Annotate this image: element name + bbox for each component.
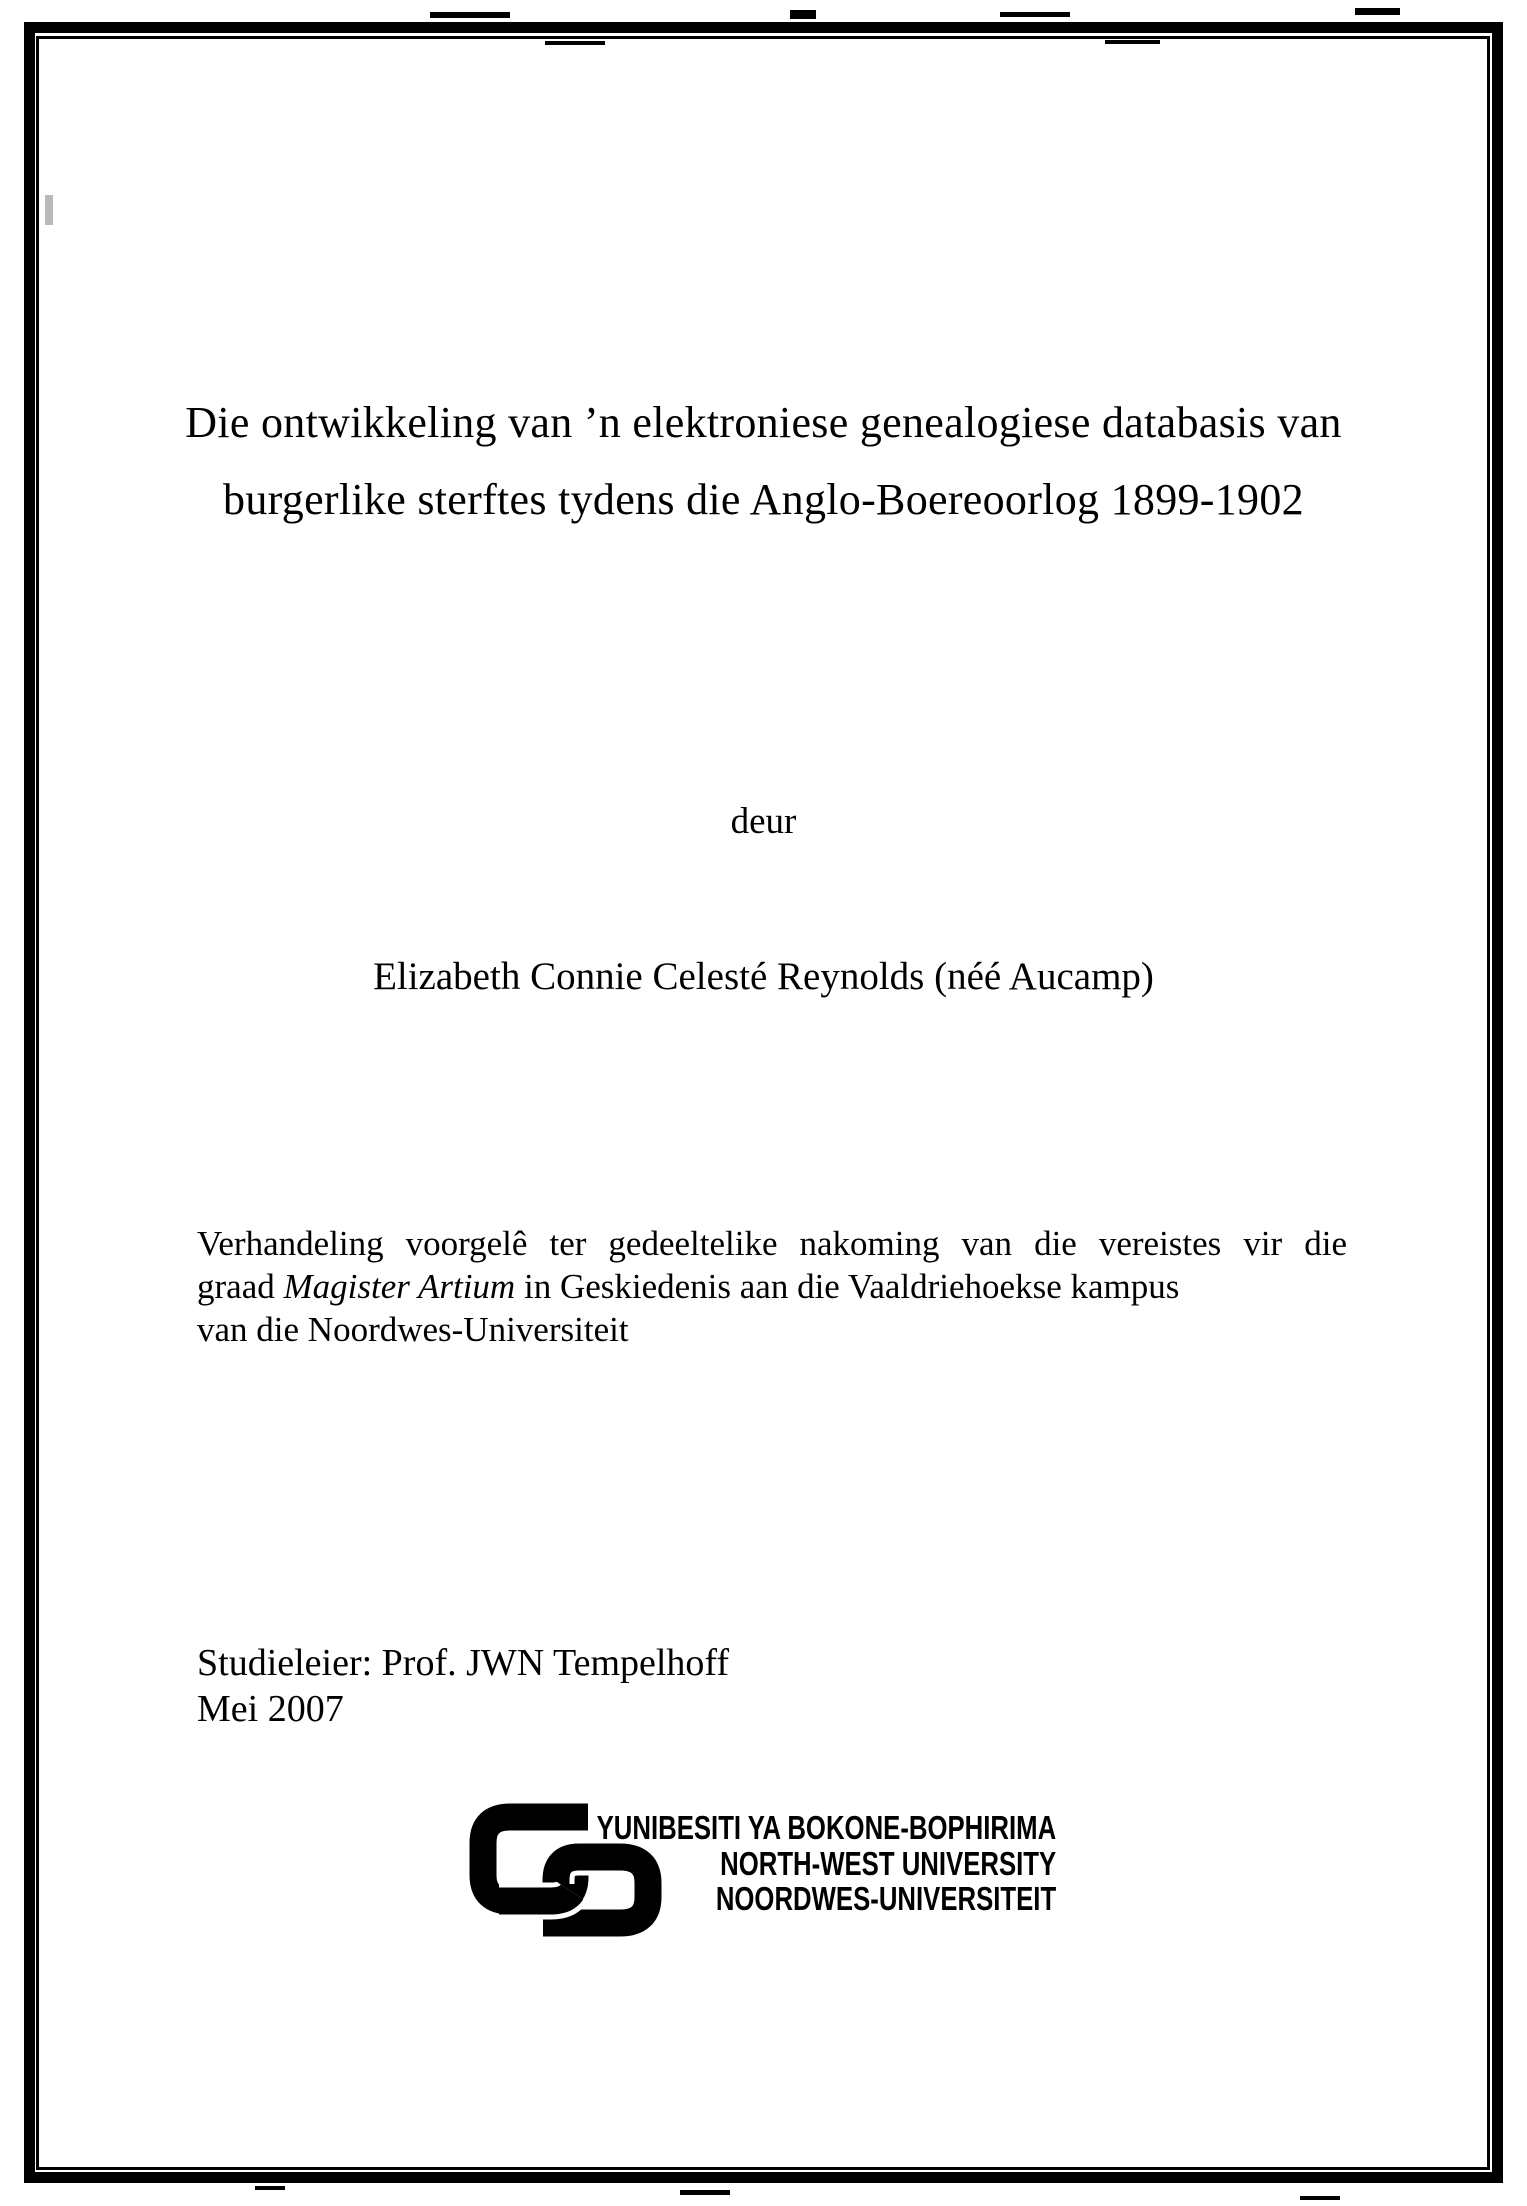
thesis-statement bbox=[197, 1222, 1347, 1351]
logo-line-english: NORTH-WEST UNIVERSITY bbox=[719, 1844, 1056, 1882]
logo-line-afrikaans: NOORDWES-UNIVERSITEIT bbox=[715, 1880, 1056, 1917]
date-line: Mei 2007 bbox=[197, 1688, 344, 1730]
supervisor-block bbox=[197, 1640, 729, 1732]
statement-line-2-pre: graad bbox=[197, 1267, 284, 1306]
title-line-1: Die ontwikkeling van ’n elektroniese genealogiese databasis van bbox=[185, 398, 1342, 447]
scan-artifact bbox=[790, 10, 816, 19]
logo-line-setswana: YUNIBESITI YA BOKONE-BOPHIRIMA bbox=[596, 1809, 1056, 1846]
statement-line-2 bbox=[197, 1265, 1347, 1308]
supervisor-line: Studieleier: Prof. JWN Tempelhoff bbox=[197, 1642, 730, 1684]
thesis-title bbox=[0, 384, 1527, 538]
scan-artifact bbox=[680, 2190, 730, 2195]
scan-artifact bbox=[430, 12, 510, 18]
title-line-2: burgerlike sterftes tydens die Anglo-Boereoorlog 1899-1902 bbox=[223, 475, 1304, 524]
degree-name-italic: Magister Artium bbox=[283, 1267, 516, 1306]
scan-artifact bbox=[255, 2186, 285, 2190]
statement-line-1: Verhandeling voorgelê ter gedeeltelike nakoming van die vereistes vir die bbox=[197, 1224, 1347, 1263]
scan-artifact bbox=[545, 41, 605, 45]
statement-line-3: van die Noordwes-Universiteit bbox=[197, 1310, 629, 1349]
scan-artifact bbox=[45, 195, 53, 225]
scan-artifact bbox=[1000, 12, 1070, 17]
scan-artifact bbox=[1300, 2196, 1340, 2200]
scan-artifact bbox=[1105, 40, 1160, 44]
university-logo-text bbox=[596, 1810, 1056, 1917]
byline: deur bbox=[730, 801, 797, 842]
statement-line-2-post: in Geskiedenis aan die Vaaldriehoekse kampus bbox=[515, 1267, 1180, 1306]
scan-artifact bbox=[1355, 8, 1400, 15]
author-name: Elizabeth Connie Celesté Reynolds (néé Aucamp) bbox=[373, 955, 1154, 998]
